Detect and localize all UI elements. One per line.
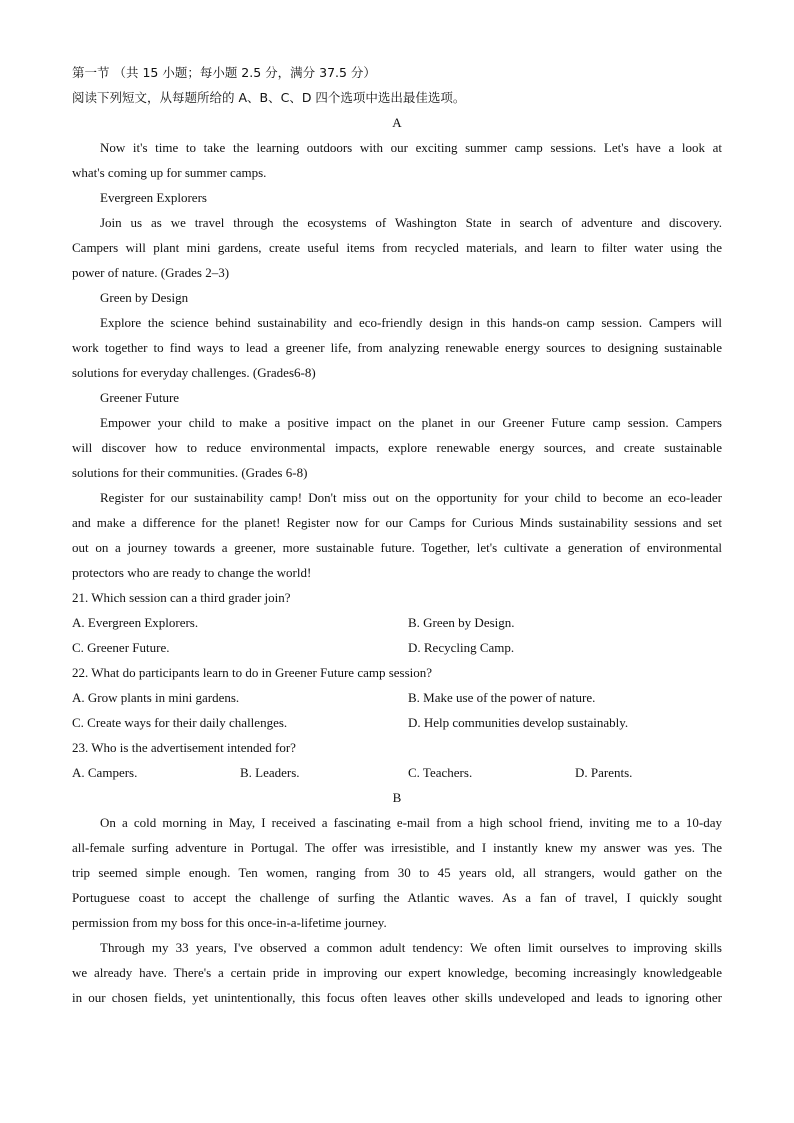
passage-a-intro-line: Now it's time to take the learning outdoors with our exciting summer camp sessions. Let's have a look at [100,140,722,155]
question-22-option-c: C. Create ways for their daily challenges. [72,715,288,730]
session-body-line: Empower your child to make a positive impact on the planet in our Greener Future camp session. Campers [100,415,722,430]
passage-a-intro-line: what's coming up for summer camps. [72,165,267,180]
passage-b-label: B [392,790,402,805]
passage-b-line: Through my 33 years, I've observed a common adult tendency: We often limit ourselves to improving skills [100,940,722,955]
session-body-line: work together to find ways to lead a greener life, from analyzing renewable energy sources to designing sustainable [72,340,722,355]
question-21-option-c: C. Greener Future. [72,640,170,655]
passage-b-line: permission from my boss for this once-in-a-lifetime journey. [72,915,387,930]
question-21-option-a: A. Evergreen Explorers. [72,615,199,630]
section-title: 第一节 （共 15 小题；每小题 2.5 分，满分 37.5 分） [72,65,376,80]
passage-b-line: in our chosen fields, yet unintentionally, this focus often leaves other skills undeveloped and leads to ignoring other [72,990,722,1005]
question-22-option-a: A. Grow plants in mini gardens. [72,690,240,705]
closing-line: out on a journey towards a greener, more sustainable future. Together, let's cultivate a generation of environmental [72,540,722,555]
closing-line: Register for our sustainability camp! Don't miss out on the opportunity for your child to become an eco-leader [100,490,722,505]
closing-line: and make a difference for the planet! Register now for our Camps for Curious Minds sustainability sessions and set [72,515,722,530]
question-23-option-b: B. Leaders. [240,765,300,780]
question-21-option-b: B. Green by Design. [408,615,515,630]
session-body-line: will discover how to reduce environmental impacts, explore renewable energy sources, and create sustainable [72,440,722,455]
question-22-stem: 22. What do participants learn to do in Greener Future camp session? [72,665,433,680]
question-23-stem: 23. Who is the advertisement intended for? [72,740,296,755]
question-22-option-d: D. Help communities develop sustainably. [408,715,629,730]
session-body-line: Explore the science behind sustainability and eco-friendly design in this hands-on camp session. Campers will [100,315,722,330]
passage-a-label: A [392,115,402,130]
session-body-line: Join us as we travel through the ecosystems of Washington State in search of adventure and discovery. [100,215,722,230]
question-21-option-d: D. Recycling Camp. [408,640,515,655]
question-22-option-b: B. Make use of the power of nature. [408,690,596,705]
question-23-option-a: A. Campers. [72,765,138,780]
passage-b-line: all-female surfing adventure in Portugal. The offer was irresistible, and I instantly knew my answer was yes. The [72,840,722,855]
session-title-greener-future: Greener Future [100,390,180,405]
passage-b-line: trip seemed simple enough. Ten women, ranging from 30 to 45 years old, all strangers, would gather on the [72,865,722,880]
question-23-option-c: C. Teachers. [408,765,473,780]
passage-b-line: On a cold morning in May, I received a fascinating e-mail from a high school friend, inviting me to a 10-day [100,815,722,830]
session-title-evergreen-explorers: Evergreen Explorers [100,190,207,205]
question-23-option-d: D. Parents. [575,765,633,780]
session-body-line: solutions for their communities. (Grades 6-8) [72,465,308,480]
session-body-line: solutions for everyday challenges. (Grades6-8) [72,365,316,380]
question-21-stem: 21. Which session can a third grader join? [72,590,291,605]
instructions: 阅读下列短文，从每题所给的 A、B、C、D 四个选项中选出最佳选项。 [72,90,466,105]
session-title-green-by-design: Green by Design [100,290,189,305]
passage-b-line: Portuguese coast to accept the challenge of surfing the Atlantic waves. As a fan of travel, I quickly sought [72,890,722,905]
closing-line: protectors who are ready to change the world! [72,565,312,580]
passage-b-line: we already have. There's a certain pride in improving our expert knowledge, becoming increasingly knowledgeable [72,965,722,980]
session-body-line: Campers will plant mini gardens, create useful items from recycled materials, and learn to filter water using the [72,240,722,255]
session-body-line: power of nature. (Grades 2–3) [72,265,230,280]
